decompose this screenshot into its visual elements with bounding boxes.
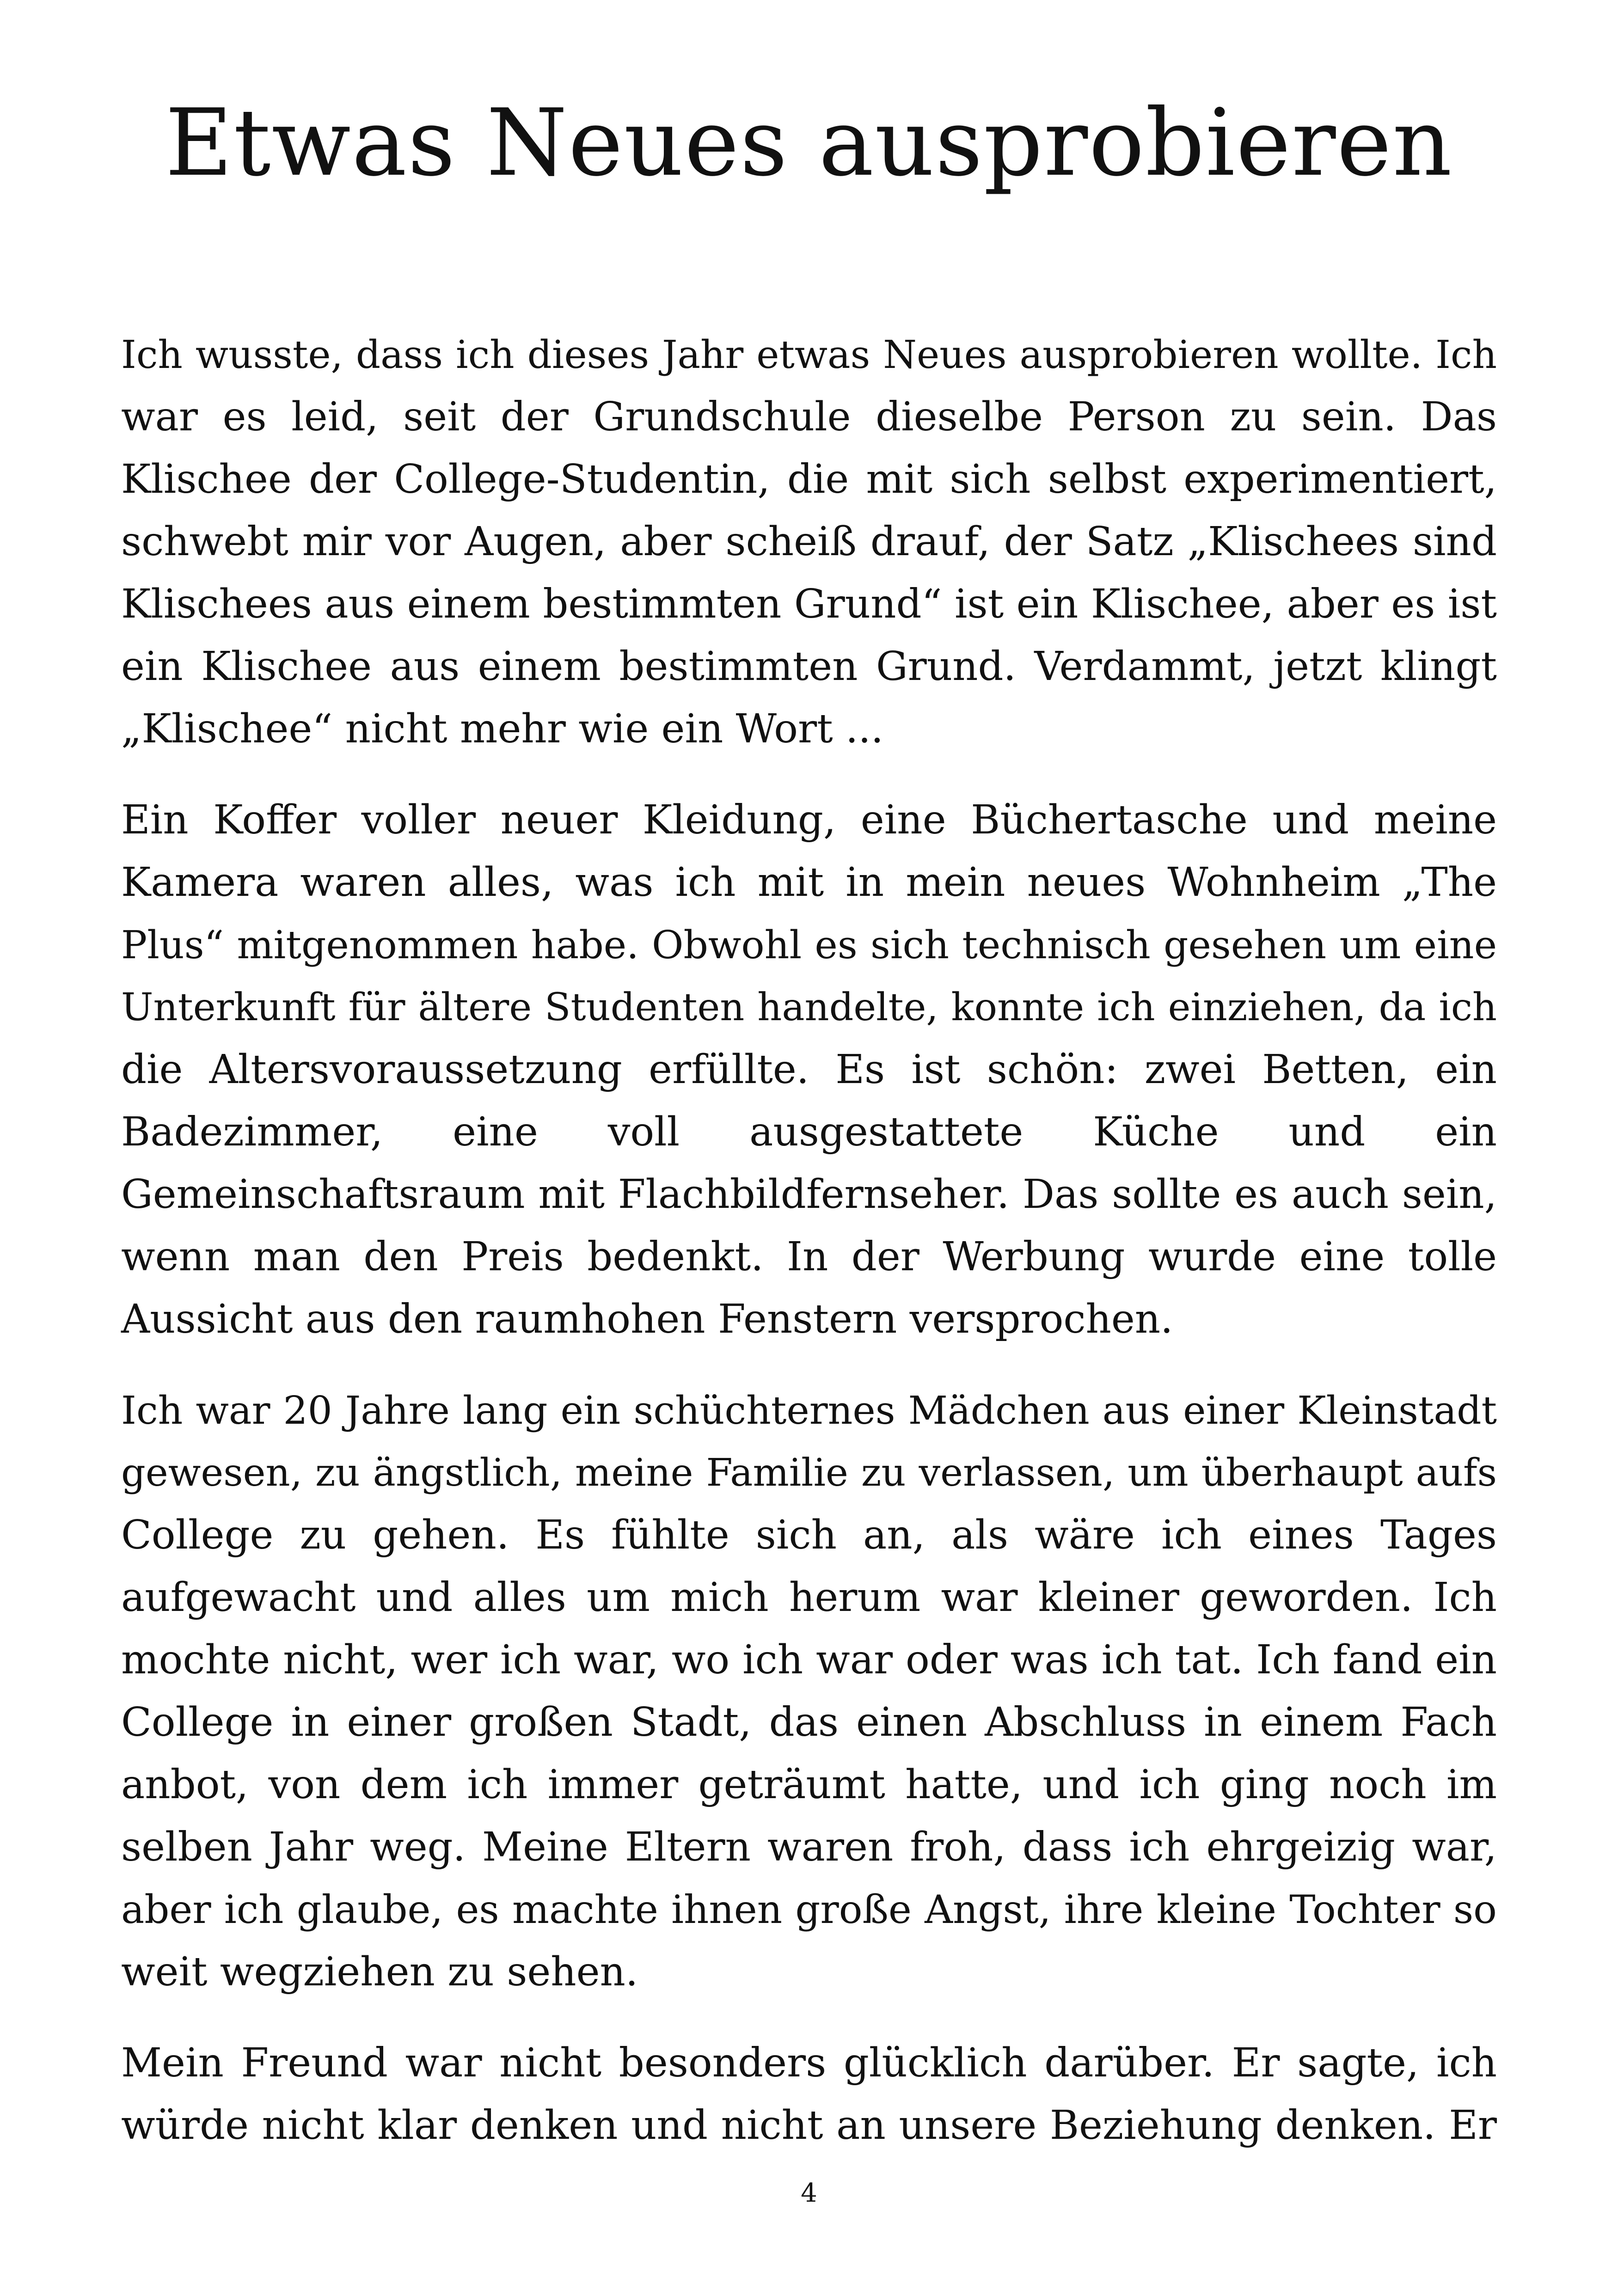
body-text [121,324,1497,2186]
text-line: aufgewacht und alles um mich herum war kleiner geworden. Ich [121,1574,1497,1621]
text-line: aber ich glaube, es machte ihnen große Angst, ihre kleine Tochter so [121,1887,1497,1932]
text-line: Unterkunft für ältere Studenten handelte, konnte ich einziehen, da ich [121,985,1497,1029]
text-line: Kamera waren alles, was ich mit in mein neues Wohnheim „The [121,859,1497,906]
text-line: weit wegziehen zu sehen. [121,1949,638,1995]
text-line: Gemeinschaftsraum mit Flachbildfernseher. Das sollte es auch sein, [121,1171,1497,1218]
text-line: anbot, von dem ich immer geträumt hatte, und ich ging noch im [121,1762,1497,1808]
text-line: wenn man den Preis bedenkt. In der Werbung wurde eine tolle [121,1234,1497,1280]
paragraph-2 [121,789,1497,1351]
text-line: mochte nicht, wer ich war, wo ich war oder was ich tat. Ich fand ein [121,1637,1497,1683]
text-line: Aussicht aus den raumhohen Fenstern versprochen. [121,1296,1173,1342]
text-line: selben Jahr weg. Meine Eltern waren froh, dass ich ehrgeizig war, [121,1824,1497,1870]
text-line: Ich wusste, dass ich dieses Jahr etwas Neues ausprobieren wollte. Ich [121,332,1497,377]
paragraph-1 [121,324,1497,760]
text-line: Badezimmer, eine voll ausgestattete Küche und ein [121,1109,1497,1155]
text-line: die Altersvoraussetzung erfüllte. Es ist schön: zwei Betten, ein [121,1047,1497,1093]
text-line: Plus“ mitgenommen habe. Obwohl es sich technisch gesehen um eine [121,922,1497,967]
text-line: ein Klischee aus einem bestimmten Grund. Verdammt, jetzt klingt [121,643,1497,690]
text-line: schwebt mir vor Augen, aber scheiß drauf, der Satz „Klischees sind [121,519,1497,565]
page-title: Etwas Neues ausprobieren [165,89,1453,197]
text-line: Ich war 20 Jahre lang ein schüchternes Mädchen aus einer Kleinstadt [121,1388,1497,1433]
text-line: würde nicht klar denken und nicht an unsere Beziehung denken. Er [121,2102,1497,2149]
text-line: war es leid, seit der Grundschule dieselbe Person zu sein. Das [121,394,1497,440]
paragraph-4 [121,2032,1497,2157]
text-line: Klischee der College-Studentin, die mit sich selbst experimentiert, [121,456,1497,502]
text-line: College zu gehen. Es fühlte sich an, als wäre ich eines Tages [121,1512,1497,1558]
text-line: Klischees aus einem bestimmten Grund“ ist ein Klischee, aber es ist [121,581,1497,627]
text-line: gewesen, zu ängstlich, meine Familie zu verlassen, um überhaupt aufs [121,1451,1497,1495]
text-line: College in einer großen Stadt, das einen Abschluss in einem Fach [121,1699,1497,1745]
text-line: Ein Koffer voller neuer Kleidung, eine Büchertasche und meine [121,797,1497,843]
text-line: „Klischee“ nicht mehr wie ein Wort ... [121,706,884,752]
text-line: Mein Freund war nicht besonders glücklich darüber. Er sagte, ich [121,2040,1497,2086]
page-number: 4 [801,2178,817,2208]
paragraph-3 [121,1379,1497,2003]
